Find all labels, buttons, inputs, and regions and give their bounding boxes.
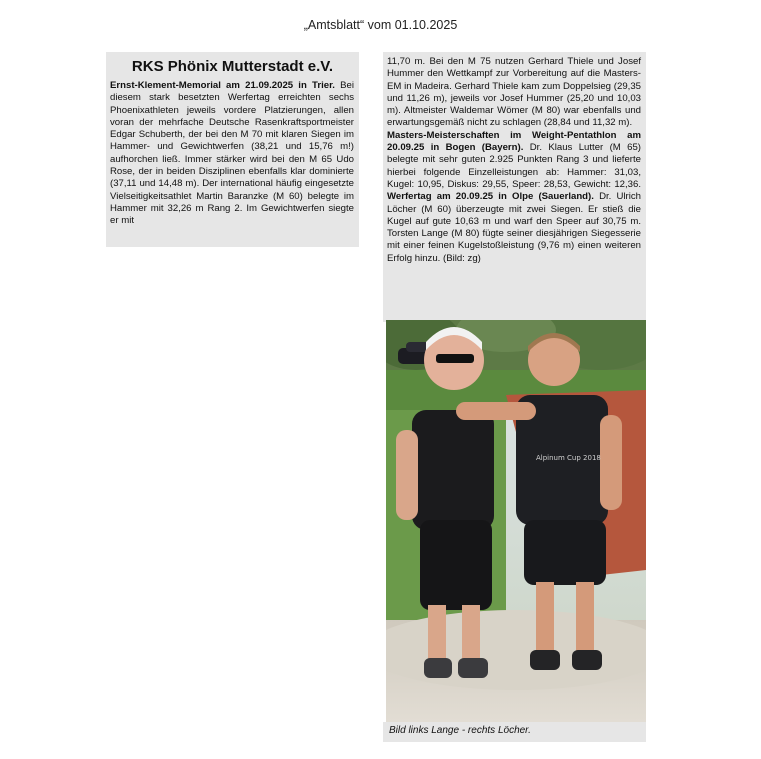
newspaper-source-header: „Amtsblatt“ vom 01.10.2025 [303,18,458,32]
paragraph-trier-continued: 11,70 m. Bei den M 75 nutzen Gerhard Thiele und Josef Hummer den Wettkampf zur Vorbereitung auf die Masters-EM in Madeira. Gerhard Thiele kam zum Doppelsieg (29,35 und 11,26 m), jeweils vor Josef Hummer (25,20 und 10,03 m). Altmeister Waldemar Wömer (M 80) war ebenfalls und erwartungsgemäß nicht zu schlagen (28,84 und 11,32 m). [387,56,641,129]
article-column-left [110,80,354,228]
paragraph-trier: Bei diesem stark besetzten Werfertag erreichten sechs Phoenixathleten jeweils vordere Platzierungen, allen voran der mehrfache Deutsche Rasenkraftsportmeister Edgar Schuberth, der bei den M 70 mit klaren Siegen im Hammer- und Gewichtwerfen (38,21 und 15,76 m!) aufhorchen ließ. Immer stärker wird bei den M 65 Udo Rose, der in beiden Disziplinen ebenfalls klar dominierte (37,11 und 14,48 m). Der international häufig eingesetzte Vielseitigkeitsathlet Martin Baranzke (M 60) belegte im Hammer mit 32,26 m Rang 2. Im Gewichtwerfen siegte er mit [110,80,354,227]
article-clipping-right [383,52,646,322]
photo-caption: Bild links Lange - rechts Löcher. [389,725,531,736]
shirt-print: Alpinum Cup 2018 [536,454,601,462]
photo-two-athletes-illustration [386,320,646,722]
section-heading-trier: Ernst-Klement-Memorial am 21.09.2025 in Trier. [110,80,335,91]
caption-strip [383,722,646,742]
section-heading-olpe: Werfertag am 20.09.25 in Olpe (Sauerland). [387,191,594,203]
paragraph-olpe: Dr. Ulrich Löcher (M 60) überzeugte mit zwei Siegen. Er stieß die Kugel auf gute 10,63 m und warf den Speer auf 30,75 m. Torsten Lange (M 80) fügte seiner diesjährigen Siegesserie mit einer feinen Kugelstoßleistung (9,76 m) einen weiteren Erfolg hinzu. (Bild: zg) [387,191,642,264]
article-column-right [387,56,641,265]
paragraph-bogen: Dr. Klaus Lutter (M 65) belegte mit sehr guten 2.925 Punkten Rang 3 und lieferte hierbei folgende Einzelleistungen ab: Hammer: 31,03, Kugel: 10,95, Diskus: 29,55, Speer: 28,53, Gewicht: 12,36. [387,142,642,190]
article-clipping-left [106,52,359,247]
article-photo [386,320,646,722]
article-title: RKS Phönix Mutterstadt e.V. [131,58,334,75]
section-heading-bogen: Masters-Meisterschaften im Weight-Pentathlon am 20.09.25 in Bogen (Bayern). [387,129,641,154]
